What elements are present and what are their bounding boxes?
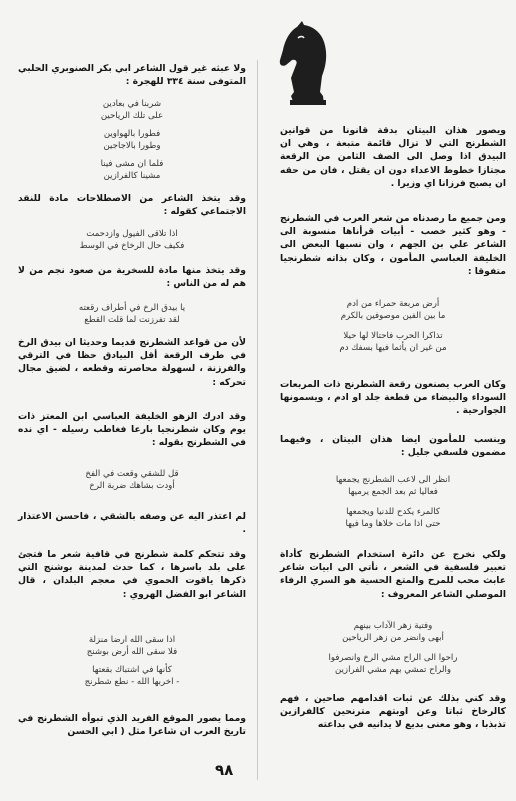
verse-block [282,298,504,354]
paragraph: ومن جميع ما رصدناه من شعر العرب في الشطرنج - وهو كثير خصب - أبيات قرأناها منسوبة الى الشاعر علي بن الجهم ، وان نسبها البعض الى الخليفة العباسي المأمون ، وكان بذاته شطرنجيا متفوقا : [280,213,506,277]
verse-line: وفتية زهر الآداب بينهم [353,621,433,631]
paragraph: وقد ادرك الزهو الخليفة العباسي ابن المعتز ذات يوم وكان شطرنجيا بارعا فغاطب رسيله - اي نده في الشطرنج بقوله : [18,411,246,449]
paragraph: وقد تتحكم كلمة شطرنج في قافية شعر ما فتجئ على بلد باسرها ، كما حدث لمدينة بوشنج التي ذكرها ياقوت الحموي في معجم البلدان ، قال الشاعر ابو الفضل الهروي : [18,549,246,600]
verse-block [282,474,504,530]
paragraph: وقد يتخذ منها مادة للسخرية من صعود نجم من لا هم له من الناس : [18,265,246,290]
verse-line: حتى اذا مات خلاها وما فيها [345,519,441,529]
paragraph: لم اعتذر اليه عن وصفه بالشقي ، فاحسن الاعتذار . [18,511,246,536]
verse-line: قل للشقي وقعت في الفخ [85,469,179,479]
paragraph: وقد يتخذ الشاعر من الاصطلاحات مادة للنقد الاجتماعي كقوله : [18,193,246,218]
verse-line: فعاليا ثم بعد الجمع يرميها [348,487,438,497]
paragraph: ولكي نخرج عن دائرة استخدام الشطرنج كأداة تعبير فلسفية في الشعر ، نأتي الى ابيات شاعر عابث محب للمرح والمتع الحسية هو السري الرفاء الموصلي الشاعر المعروف : [280,549,506,600]
verse-block [20,98,244,182]
verse-line: شربنا في بعادين [102,99,162,109]
verse-line: من غير ان يأثما فيها بسفك دم [339,343,447,353]
verse-line: لقد تفرزنت لما قلت القطع [84,315,180,325]
verse-block [20,468,244,492]
verse-line: فكيف حال الرخاخ في الوسط [79,241,185,251]
verse-block [20,634,244,688]
paragraph: وقد كني بذلك عن ثبات اقدامهم صاحين ، فهم كالرخاخ ثباتا وعن اوبتهم مترنحين كالفرازين تذبذبا ، وهو معنى بديع لا يدانيه في بداعته [280,693,506,731]
paragraph: ولا عبثه غير قول الشاعر ابي بكر الصنوبري الحلبي المتوفى سنة ٣٣٤ للهجرة : [18,63,246,88]
verse-block [20,228,244,252]
verse-line: يا بيدق الرخ في أطراف رقعته [78,303,186,313]
right-column [258,0,516,801]
paragraph: وكان العرب يصنعون رقعة الشطرنج ذات المربعات السوداء والبيضاء من قطعة جلد او ادم ، ويسمونها الجوارحية . [280,379,506,417]
verse-line: وطورا بالاجاجين [103,141,161,151]
verse-line: كأنها في اشتباك بقعتها [92,665,172,675]
verse-block [282,620,504,676]
paragraph: وينسب للمأمون ايضا هذان البيتان ، وفيهما مضمون فلسفي جليل : [280,434,506,459]
verse-line: على تلك الرياحين [100,111,164,121]
verse-line: والراح تمشي بهم مشي الفرازين [334,665,452,675]
verse-line: فلا سقى الله أرض بوشنج [86,647,178,657]
paragraph: ومما يصور الموقع الفريد الذي تبوأه الشطرنج في تاريخ العرب ان شاعرا مثل ( ابي الحسن [18,713,246,738]
verse-line: فطورا بالهواوين [103,129,161,139]
verse-line: تذاكرا الحرب فاحتالا لها حيلا [343,331,443,341]
verse-line: مشينا كالفرازين [103,171,161,181]
verse-line: راحوا الى الراح مشي الرخ وانصرفوا [328,653,458,663]
verse-line: أبهى وانضر من زهر الرياحين [342,633,444,643]
verse-line: اذا تلاقى الفيول وازدحمت [86,229,178,239]
paragraph: لأن من قواعد الشطرنج قديما وحديثا ان بيدق الرخ في طرف الرقعة أقل البيادق حظا في الترقي والفرزنة ، لسهولة محاصرته وقطعه ، لضيق مجال تحركه : [18,337,246,388]
verse-line: كالمرء يكدح للدنيا ويجمعها [346,507,440,517]
verse-line: أودت بشاهك ضربة الرخ [89,481,175,491]
verse-line: اذا سقى الله ارضا منزلة [88,635,176,645]
verse-line: ما بين الفين موصوفين بالكرم [340,311,446,321]
page-number: ٩٨ [215,761,234,779]
verse-line: انظر الى لاعب الشطرنج يجمعها [335,475,451,485]
verse-line: أرض مربعة حمراء من ادم [346,299,440,309]
verse-line: فلما ان مشى فينا [100,159,164,169]
verse-line: - اخربها الله - نطع شطرنج [84,677,180,687]
paragraph: ويصور هذان البيتان بدقة قانونا من قوانين الشطرنج التي لا تزال قائمة متبعة ، وهي ان البيدق اذا وصل الى الصف الثامن من الرقعة مجتازا خطوط الاعداء دون ان يقتل ، فان من حقه ان يصبح فرزانا اي وزيرا . [280,125,506,189]
verse-block [20,302,244,326]
